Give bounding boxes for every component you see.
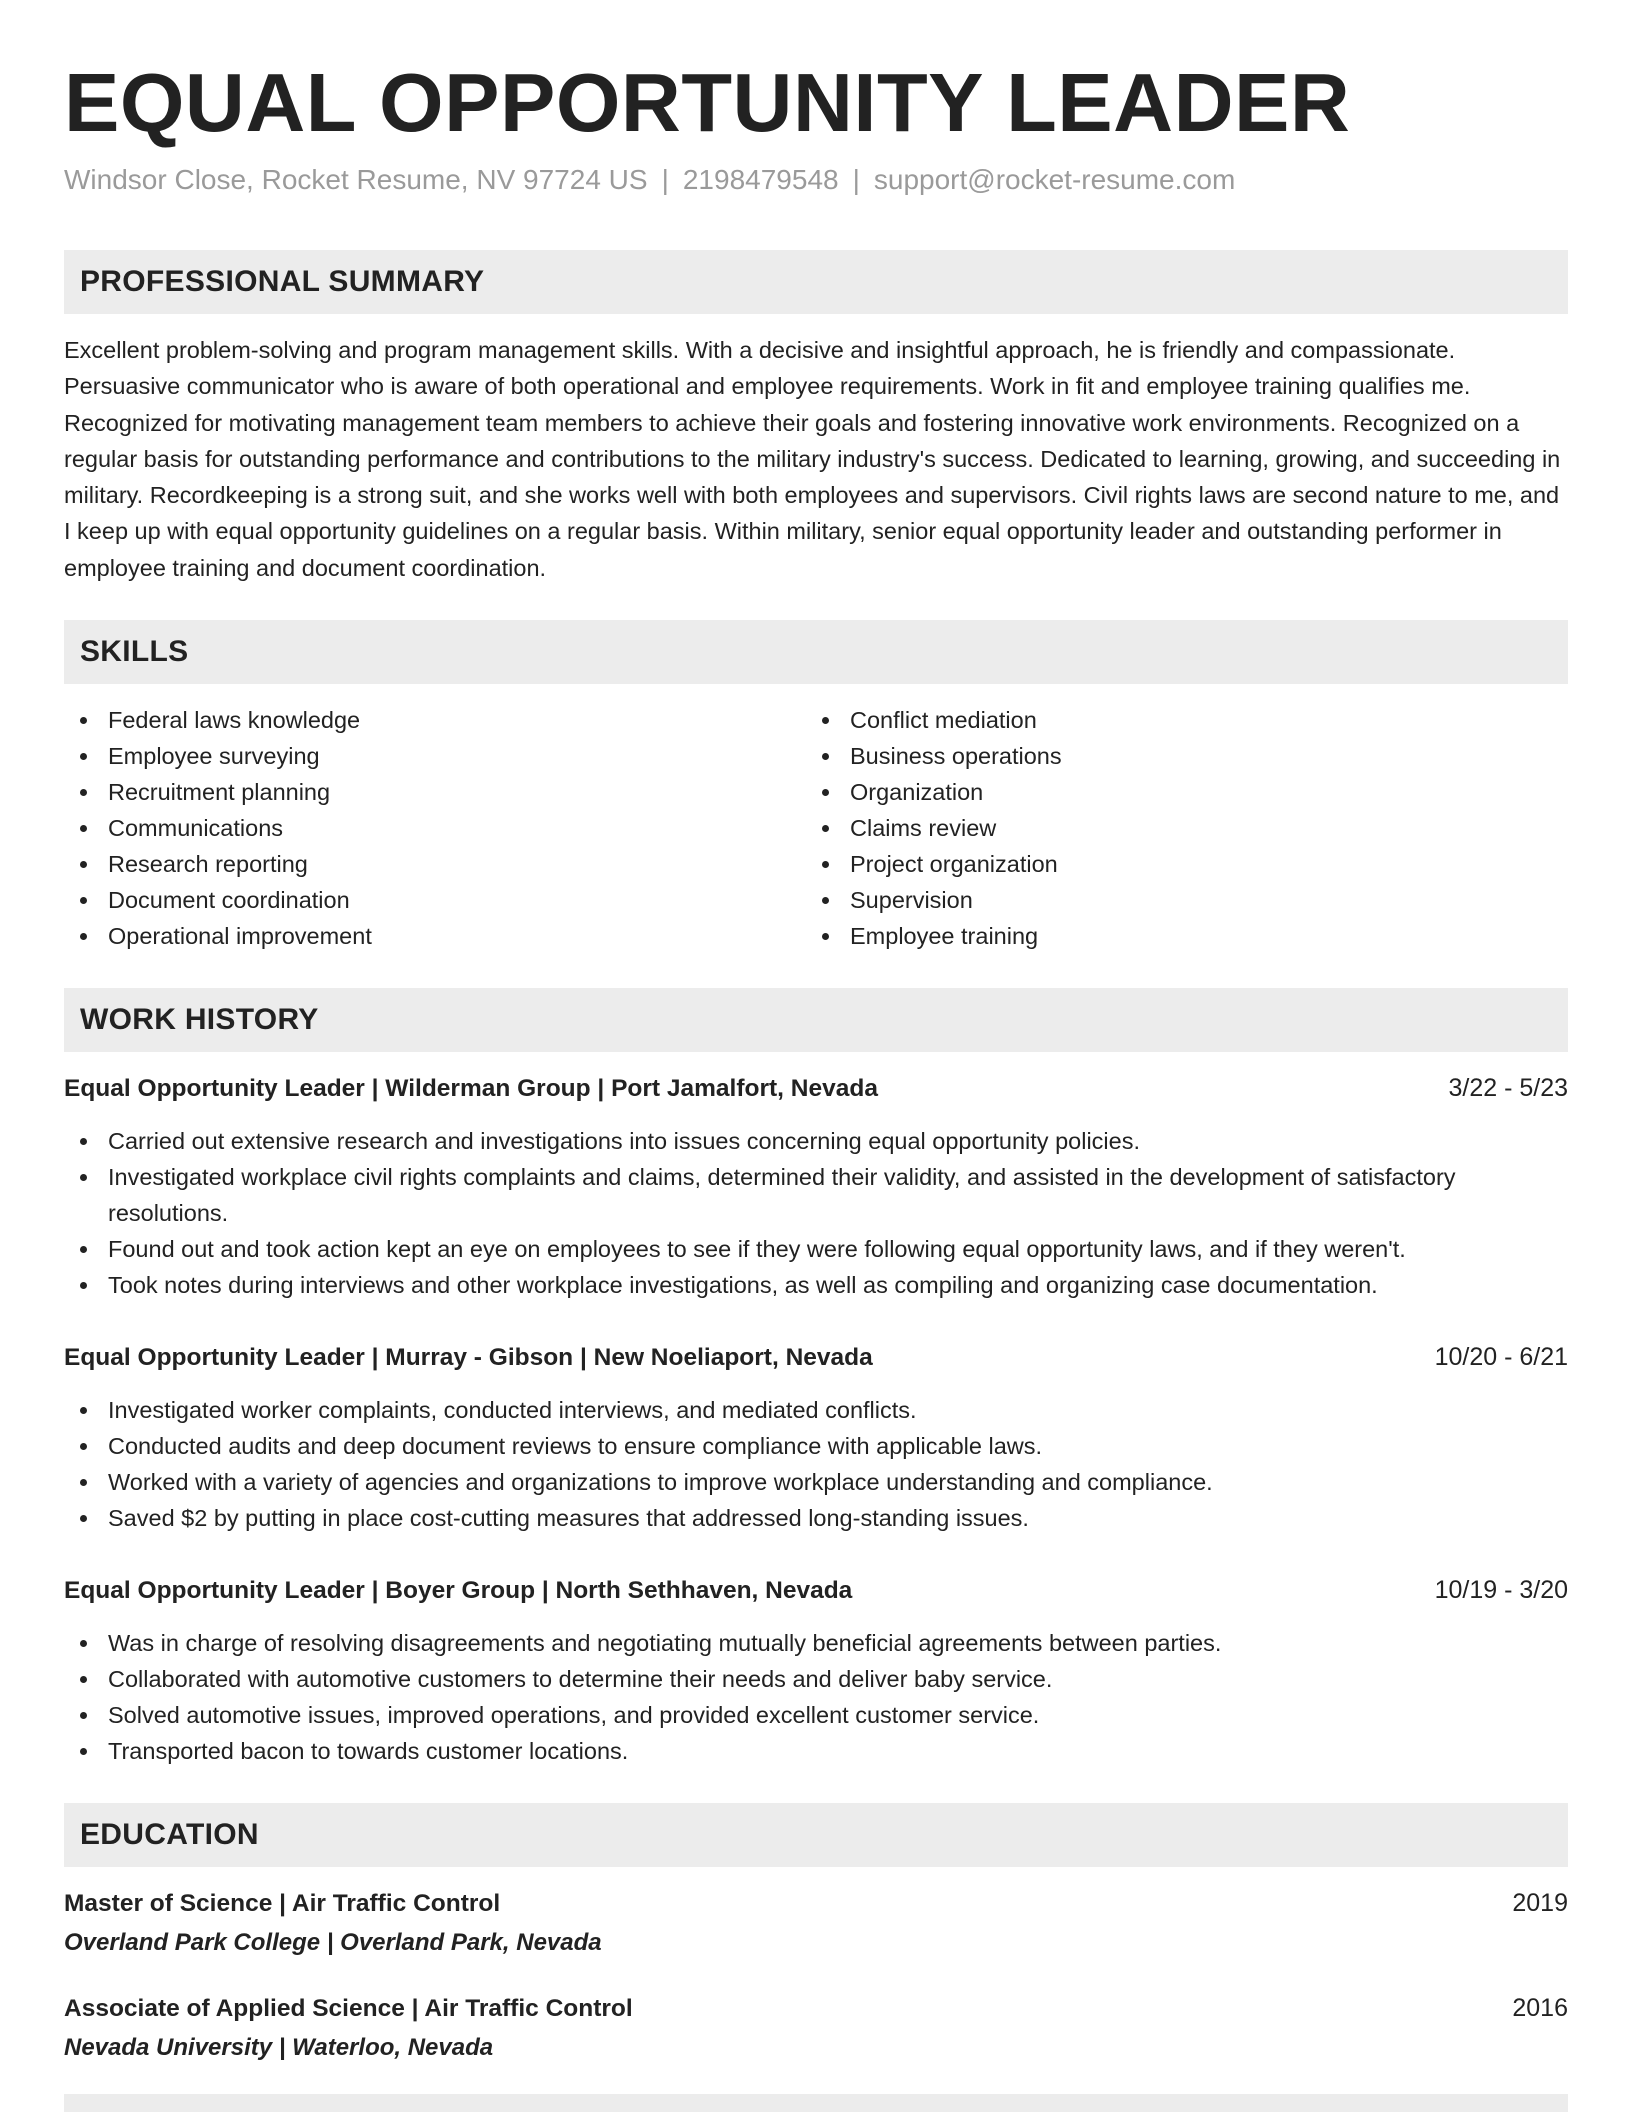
job-bullet: Investigated worker complaints, conducted interviews, and mediated conflicts. <box>64 1392 1568 1428</box>
contact-separator: | <box>661 164 669 195</box>
skill-item: Business operations <box>806 738 1548 774</box>
contact-phone: 2198479548 <box>682 164 839 195</box>
job-title-row <box>64 1070 1568 1107</box>
education-year: 2019 <box>1512 1889 1568 1918</box>
job-entry <box>64 1572 1568 1769</box>
skill-item: Communications <box>64 810 806 846</box>
job-bullet: Saved $2 by putting in place cost-cutting measures that addressed long-standing issues. <box>64 1500 1568 1536</box>
education-entry <box>64 1990 1568 2065</box>
skill-item: Research reporting <box>64 846 806 882</box>
skill-item: Claims review <box>806 810 1548 846</box>
skills-section-header: SKILLS <box>64 620 1568 684</box>
skills-left-column <box>64 702 806 954</box>
job-title: Equal Opportunity Leader | Boyer Group | North Sethhaven, Nevada <box>64 1577 853 1605</box>
education-school: Overland Park College | Overland Park, Nevada <box>64 1929 602 1957</box>
job-bullet: Found out and took action kept an eye on employees to see if they were following equal opportunity laws, and if they weren't. <box>64 1231 1568 1267</box>
job-bullet: Solved automotive issues, improved operations, and provided excellent customer service. <box>64 1697 1568 1733</box>
education-school: Nevada University | Waterloo, Nevada <box>64 2034 494 2062</box>
job-dates: 3/22 - 5/23 <box>1448 1074 1568 1103</box>
skill-item: Operational improvement <box>64 918 806 954</box>
education-row <box>64 1990 1568 2027</box>
summary-text: Excellent problem-solving and program management skills. With a decisive and insightful approach, he is friendly and compassionate. Persuasive communicator who is aware of both operational and employee requirements. Work in fit and employee training qualifies me. Recognized for motivating management team members to achieve their goals and fostering innovative work environments. Recognized on a regular basis for outstanding performance and contributions to the military industry's success. Dedicated to learning, growing, and succeeding in military. Recordkeeping is a strong suit, and she works well with both employees and supervisors. Civil rights laws are second nature to me, and I keep up with equal opportunity guidelines on a regular basis. Within military, senior equal opportunity leader and outstanding performer in employee training and document coordination. <box>64 337 1561 581</box>
job-bullet: Took notes during interviews and other workplace investigations, as well as compiling and organizing case documentation. <box>64 1267 1568 1303</box>
skill-item: Recruitment planning <box>64 774 806 810</box>
job-bullets <box>64 1392 1568 1536</box>
education-degree: Master of Science | Air Traffic Control <box>64 1890 501 1918</box>
skills-grid <box>64 702 1568 954</box>
job-title-row <box>64 1339 1568 1376</box>
skill-item: Organization <box>806 774 1548 810</box>
skill-item: Project organization <box>806 846 1548 882</box>
contact-address: Windsor Close, Rocket Resume, NV 97724 US <box>64 164 648 195</box>
education-entry <box>64 1885 1568 1960</box>
job-bullet: Transported bacon to towards customer locations. <box>64 1733 1568 1769</box>
skill-item: Supervision <box>806 882 1548 918</box>
education-section-header: EDUCATION <box>64 1803 1568 1867</box>
education-year: 2016 <box>1512 1994 1568 2023</box>
job-bullet: Carried out extensive research and investigations into issues concerning equal opportunity policies. <box>64 1123 1568 1159</box>
job-bullet: Worked with a variety of agencies and organizations to improve workplace understanding and compliance. <box>64 1464 1568 1500</box>
next-section-header-partial <box>64 2094 1568 2112</box>
job-bullet: Was in charge of resolving disagreements and negotiating mutually beneficial agreements between parties. <box>64 1625 1568 1661</box>
resume-page <box>64 0 1568 2065</box>
job-title: Equal Opportunity Leader | Wilderman Group | Port Jamalfort, Nevada <box>64 1075 878 1103</box>
skill-item: Document coordination <box>64 882 806 918</box>
summary-section-header: PROFESSIONAL SUMMARY <box>64 250 1568 314</box>
skills-right-column <box>806 702 1548 954</box>
job-bullets <box>64 1625 1568 1769</box>
skill-item: Employee training <box>806 918 1548 954</box>
skill-item: Employee surveying <box>64 738 806 774</box>
job-entry <box>64 1339 1568 1536</box>
skill-item: Conflict mediation <box>806 702 1548 738</box>
contact-line <box>64 162 1568 198</box>
job-dates: 10/19 - 3/20 <box>1434 1576 1568 1605</box>
job-title: Equal Opportunity Leader | Murray - Gibson | New Noeliaport, Nevada <box>64 1344 873 1372</box>
job-entry <box>64 1070 1568 1303</box>
job-bullets <box>64 1123 1568 1303</box>
resume-name: EQUAL OPPORTUNITY LEADER <box>64 56 1351 149</box>
job-bullet: Collaborated with automotive customers to determine their needs and deliver baby service. <box>64 1661 1568 1697</box>
job-title-row <box>64 1572 1568 1609</box>
job-bullet: Investigated workplace civil rights complaints and claims, determined their validity, and assisted in the development of satisfactory resolutions. <box>64 1159 1568 1231</box>
job-dates: 10/20 - 6/21 <box>1434 1343 1568 1372</box>
contact-email: support@rocket-resume.com <box>873 164 1236 195</box>
job-bullet: Conducted audits and deep document reviews to ensure compliance with applicable laws. <box>64 1428 1568 1464</box>
education-degree: Associate of Applied Science | Air Traffic Control <box>64 1995 633 2023</box>
work-history-section-header: WORK HISTORY <box>64 988 1568 1052</box>
skill-item: Federal laws knowledge <box>64 702 806 738</box>
contact-separator: | <box>852 164 860 195</box>
education-row <box>64 1885 1568 1922</box>
